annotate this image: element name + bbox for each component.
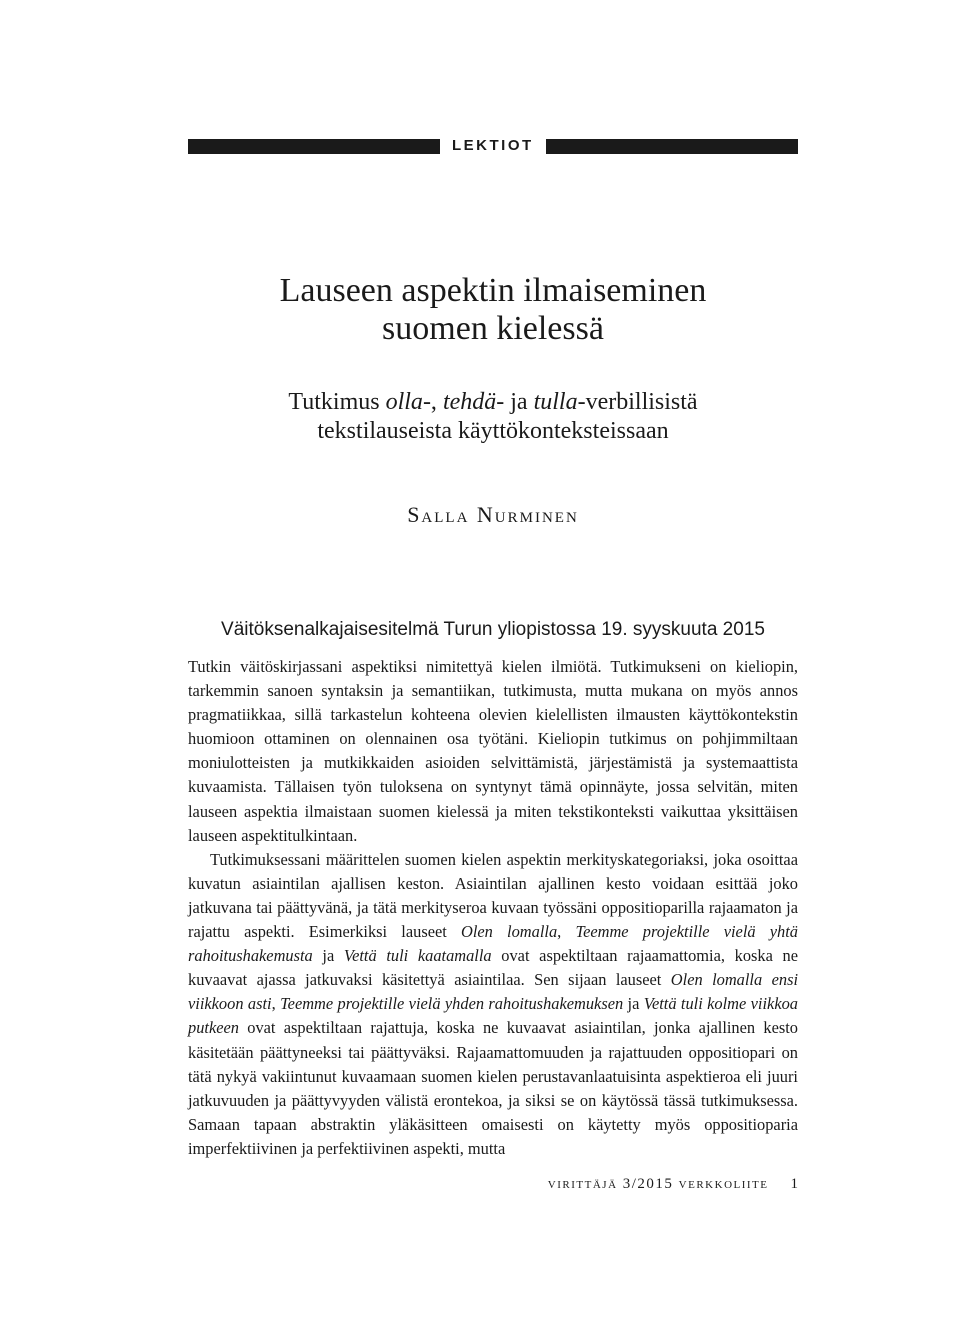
title-line-1: Lauseen aspektin ilmaiseminen — [279, 272, 707, 309]
author-name: Salla Nurminen — [407, 502, 579, 527]
paragraph-1: Tutkin väitöskirjassani aspektiksi nimitettyä kielen ilmiötä. Tutkimukseni on kieliopin, tarkemmin sanoen syntaksin ja semantiikan, tutkimusta, mutta mukana on myös annos pragmatiikkaa, sillä tarkastelun kohteena olevien kielellisten ilmausten käyttökontekstin huomioon ottaminen on olennainen osa työtäni. Kieliopin tutkimus on pohjimmiltaan moniulotteisten ja mutkikkaiden asioiden selvittämistä, järjestämistä ja systemaattista kuvaamista. Tällaisen työn tuloksena on syntynyt tämä opinnäyte, jossa selvitän, miten lauseen aspektia ilmaistaan suomen kielessä ja miten tekstikonteksti vaikuttaa yksittäisen lauseen aspektitulkintaan. — [188, 657, 798, 845]
p2-text-6: ja — [623, 994, 644, 1014]
title-line-2: suomen kielessä — [382, 310, 604, 347]
p2-text-2: , — [557, 922, 576, 942]
subtitle-line-1 — [188, 388, 798, 417]
body-text — [188, 655, 798, 1161]
subtitle-text-3: - ja — [496, 389, 534, 415]
p2-text-3: ja — [312, 946, 344, 966]
subtitle-text-2: -, — [422, 389, 443, 415]
page-footer — [188, 1176, 798, 1193]
p2-example-4: Olen lomalla ensi viikkoon asti — [188, 970, 799, 1014]
p2-example-5: Teemme projektille vielä yhden rahoitushakemuksen — [280, 994, 624, 1014]
dissertation-note: Väitöksenalkajaisesitelmä Turun yliopistossa 19. syyskuuta 2015 — [221, 619, 765, 640]
article-title — [188, 272, 798, 348]
subtitle-text-1: Tutkimus — [288, 389, 386, 415]
p2-text-4: ovat aspektiltaan rajaamattomia, koska ne kuvaavat ajassa jatkuvaksi käsitettyä asiaintilaa. Sen sijaan lauseet — [188, 946, 798, 990]
footer-journal: virittäjä 3/2015 verkkoliite — [547, 1176, 769, 1192]
page-number: 1 — [790, 1176, 798, 1192]
header-bar-left — [188, 139, 440, 154]
p2-example-6: Vettä tuli kolme viikkoa putkeen — [188, 994, 798, 1038]
p2-text-7: ovat aspektiltaan rajattuja, koska ne kuvaavat asiaintilan, jonka ajallinen kesto käsitetään päättyneeksi tai päättyväksi. Rajaamattomuuden ja rajattuuden oppositiopari on tätä nykyä vakiintunut kuvaamaan suomen kielen perustavanlaatuisinta aspektieroa eli juuri jatkuvuuden ja päättyvyyden välistä erontekoa, ja siksi se on käytössä tässä tutkimuksessa. Samaan tapaan abstraktin yläkäsitteen omaisesti on käytetty myös oppositioparia imperfektiivinen ja perfektiivinen aspekti, mutta — [188, 1018, 798, 1158]
p2-example-2: Teemme projektille vielä yhtä rahoitushakemusta — [188, 922, 799, 966]
article-subtitle — [188, 388, 798, 446]
paragraph-2 — [188, 848, 798, 1161]
p2-example-3: Vettä tuli kaatamalla — [343, 946, 492, 966]
p2-text-5: , — [271, 994, 281, 1014]
subtitle-verb-olla: olla — [385, 389, 423, 415]
section-header — [188, 138, 798, 154]
header-bar-right — [546, 139, 798, 154]
subtitle-line-2: tekstilauseista käyttökonteksteissaan — [317, 418, 669, 444]
section-label: LEKTIOT — [452, 137, 534, 154]
p2-text-1: Tutkimuksessani määrittelen suomen kielen aspektin merkityskategoriaksi, joka osoittaa kuvatun asiaintilan ajallisen keston. Asiaintilan ajallinen kesto voidaan esittää joko jatkuvana tai päättyvänä, ja tätä merkityseroa kuvaan työssäni oppositioparilla rajaamaton ja rajattu aspekti. Esimerkiksi lauseet — [188, 849, 798, 942]
subtitle-verb-tehda: tehdä — [442, 389, 497, 415]
subtitle-verb-tulla: tulla — [533, 389, 578, 415]
p2-example-1: Olen lomalla — [461, 922, 558, 942]
subtitle-text-4: -verbillisistä — [577, 389, 698, 415]
